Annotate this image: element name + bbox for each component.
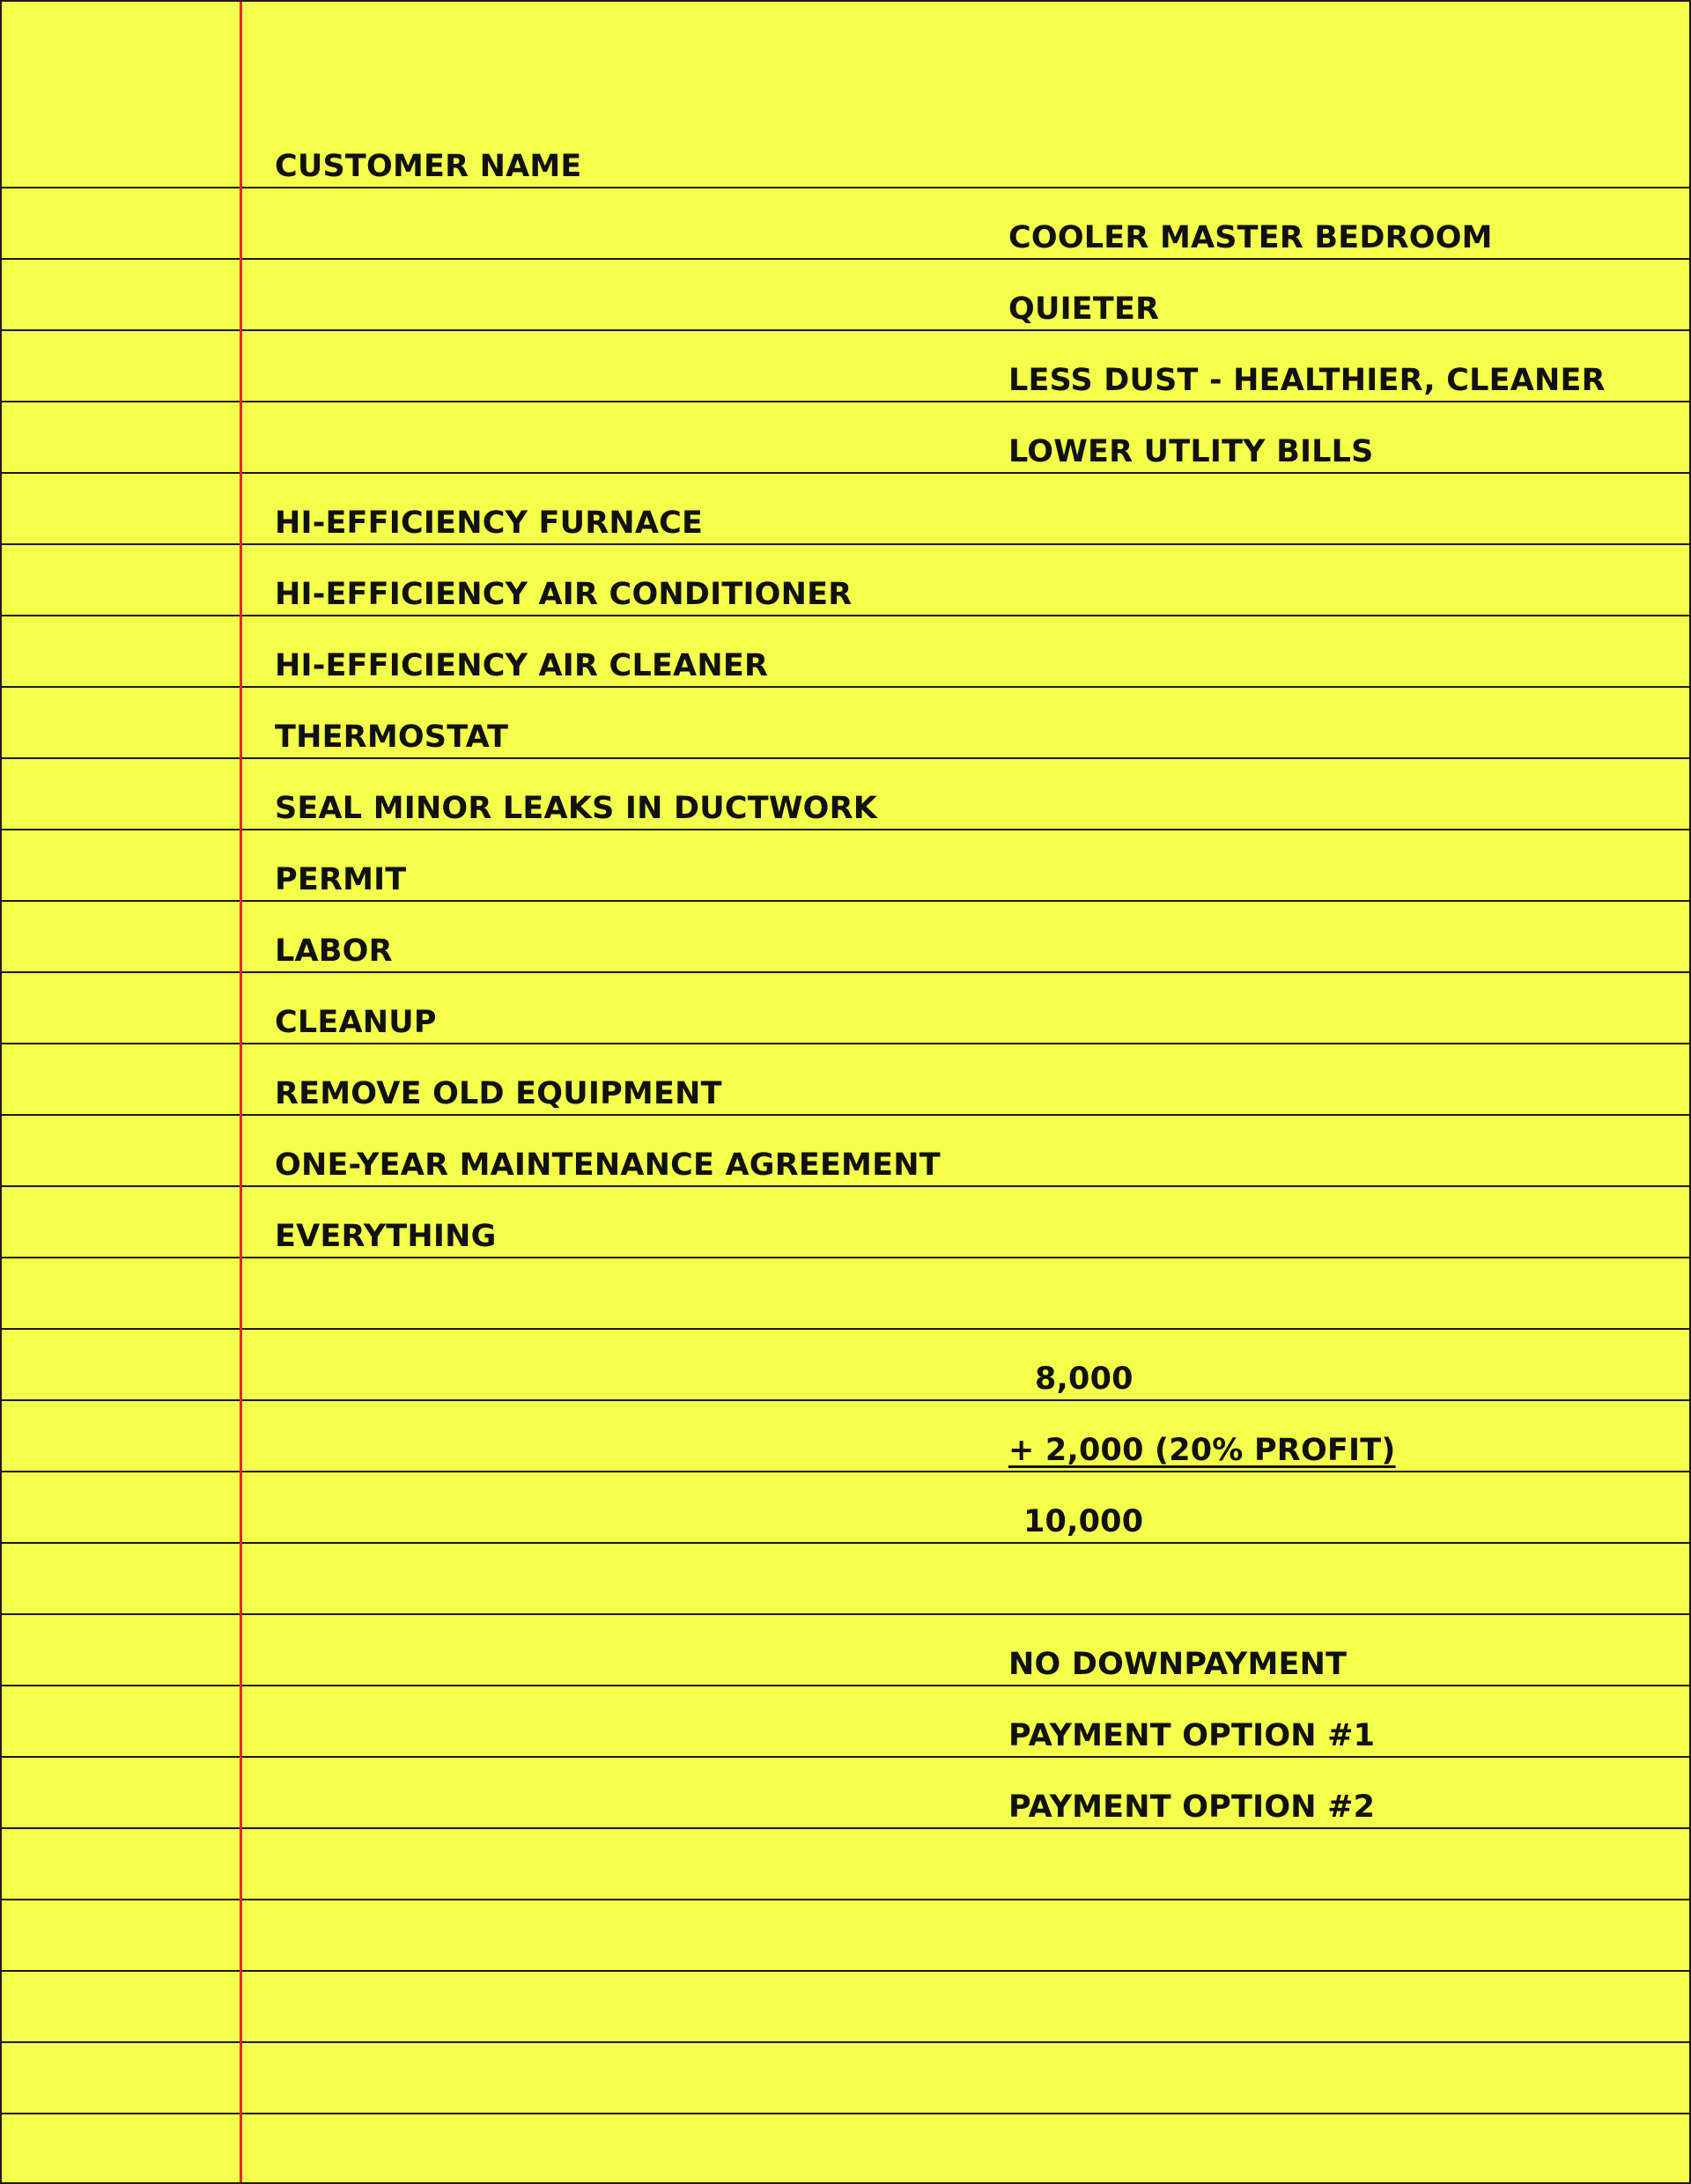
ruled-line xyxy=(2,1899,1691,1900)
line-item: LABOR xyxy=(275,933,393,969)
line-item: THERMOSTAT xyxy=(275,719,509,755)
no-downpayment-text: NO DOWNPAYMENT xyxy=(1008,1647,1348,1682)
line-item: ONE-YEAR MAINTENANCE AGREEMENT xyxy=(275,1147,941,1183)
line-item: REMOVE OLD EQUIPMENT xyxy=(275,1076,722,1111)
ruled-line xyxy=(2,1257,1691,1258)
ruled-line xyxy=(2,543,1691,545)
profit-amount: + 2,000 (20% PROFIT) xyxy=(1008,1433,1396,1468)
line-item: SEAL MINOR LEAKS IN DUCTWORK xyxy=(275,791,878,826)
benefit-item: LOWER UTLITY BILLS xyxy=(1008,434,1374,469)
ruled-line xyxy=(2,401,1691,402)
ruled-line xyxy=(2,1542,1691,1544)
ruled-line xyxy=(2,258,1691,260)
ruled-line xyxy=(2,1114,1691,1116)
ruled-line xyxy=(2,615,1691,616)
payment-option-2: PAYMENT OPTION #2 xyxy=(1008,1789,1376,1825)
ruled-line xyxy=(2,1685,1691,1686)
ruled-line xyxy=(2,472,1691,474)
ruled-line xyxy=(2,2113,1691,2114)
ruled-line xyxy=(2,1613,1691,1615)
ruled-line xyxy=(2,1185,1691,1187)
ruled-line xyxy=(2,329,1691,331)
ruled-line xyxy=(2,2041,1691,2043)
customer-name-label: CUSTOMER NAME xyxy=(275,149,582,184)
line-item: EVERYTHING xyxy=(275,1219,497,1254)
cost-amount: 8,000 xyxy=(1035,1361,1133,1397)
line-item: CLEANUP xyxy=(275,1005,437,1040)
ruled-line xyxy=(2,829,1691,830)
benefit-item: COOLER MASTER BEDROOM xyxy=(1008,220,1493,255)
ruled-line xyxy=(2,1756,1691,1758)
line-item: HI-EFFICIENCY FURNACE xyxy=(275,505,704,541)
ruled-line xyxy=(2,187,1691,188)
ruled-line xyxy=(2,757,1691,759)
line-item: HI-EFFICIENCY AIR CLEANER xyxy=(275,648,769,683)
total-amount: 10,000 xyxy=(1023,1504,1144,1539)
ruled-line xyxy=(2,1471,1691,1472)
line-item: HI-EFFICIENCY AIR CONDITIONER xyxy=(275,577,853,612)
ruled-line xyxy=(2,686,1691,688)
ruled-line xyxy=(2,971,1691,973)
margin-line xyxy=(240,2,242,2184)
payment-option-1: PAYMENT OPTION #1 xyxy=(1008,1718,1376,1753)
ruled-line xyxy=(2,1399,1691,1401)
ruled-line xyxy=(2,1827,1691,1829)
benefit-item: LESS DUST - HEALTHIER, CLEANER xyxy=(1008,363,1606,398)
benefit-item: QUIETER xyxy=(1008,291,1160,327)
ruled-line xyxy=(2,900,1691,902)
ruled-line xyxy=(2,1970,1691,1972)
line-item: PERMIT xyxy=(275,862,407,897)
ruled-line xyxy=(2,1043,1691,1044)
ruled-line xyxy=(2,1328,1691,1330)
